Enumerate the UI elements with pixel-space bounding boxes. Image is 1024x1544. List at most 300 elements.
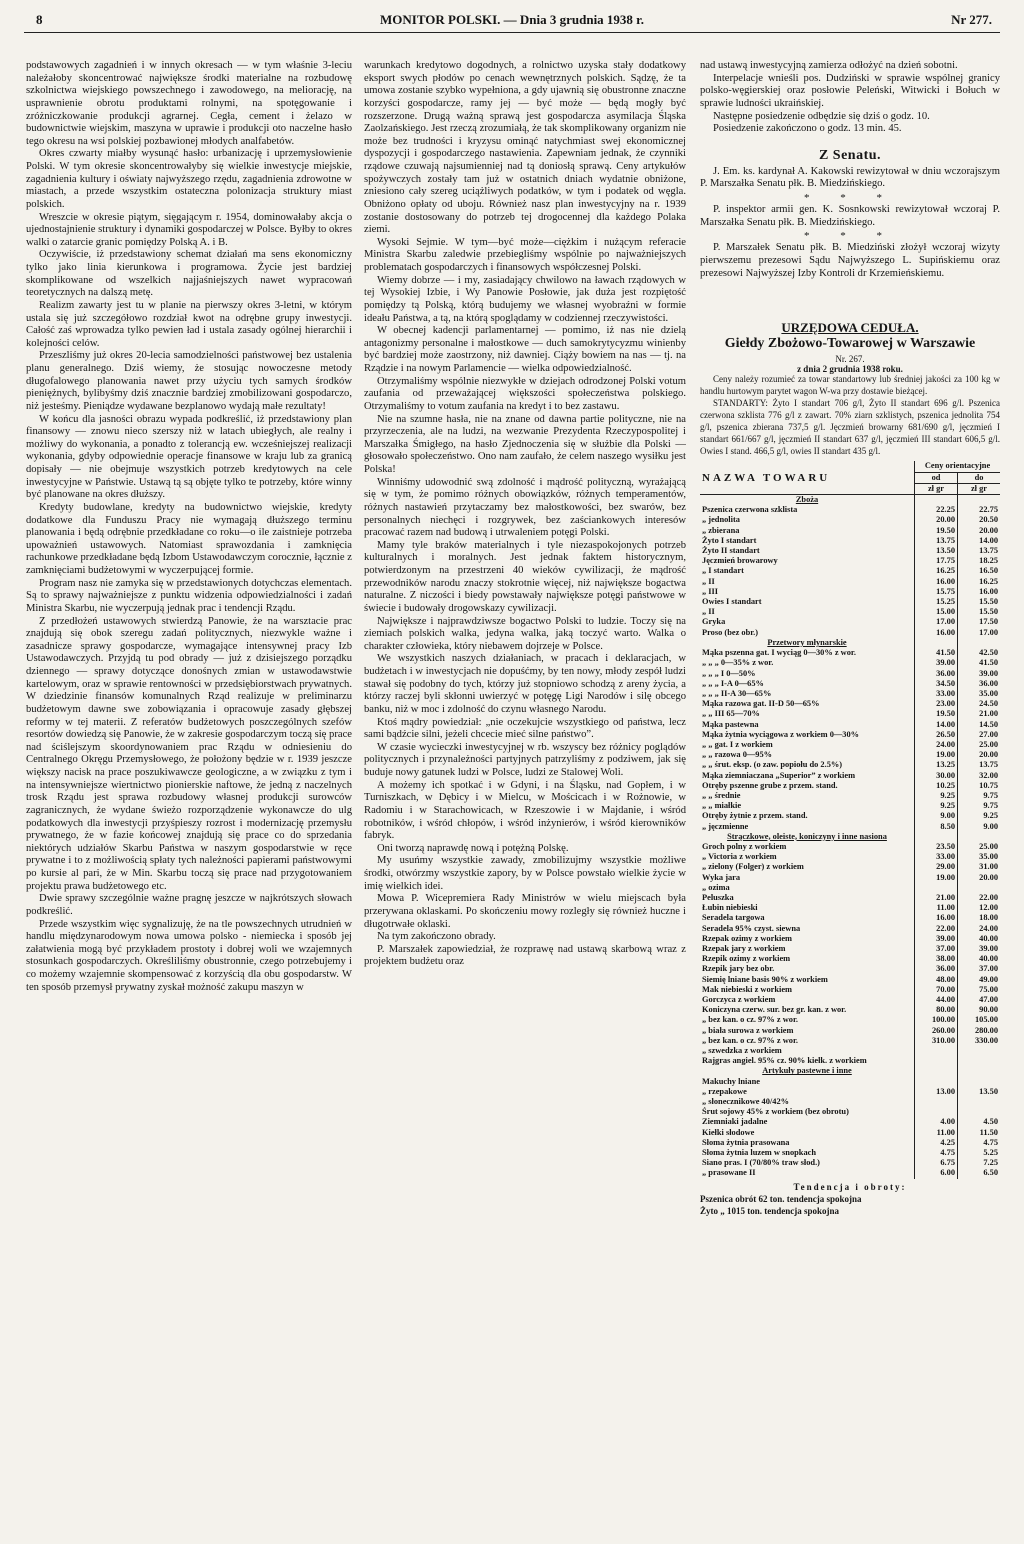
price-from: 16.00 xyxy=(915,577,958,587)
table-row xyxy=(700,852,1000,862)
paragraph: Przede wszystkim więc sygnalizuję, że na tle powszechnych utrudnień w handlu międzynarodowym nowa umowa polsko - niemiecka i sposób jej załatwienia mogą być przykładem prostoty i dobrej woli we wzajemnych stosunkach gospodarczych. Określiliśmy obustronnie, czego potrzebujemy i co możemy wzajemnie skompensować z korzyścią dla obu gospodarstw. W ten sposób przemysł prywatny zyskał możność zakupu maszyn w xyxy=(26,918,352,993)
paragraph: nad ustawą inwestycyjną zamierza odłożyć na dzień sobotni. xyxy=(700,60,958,71)
paragraph: W obecnej kadencji parlamentarnej — pomimo, iż nas nie dzielą antagonizmy personalne i małostkowe — duch samokrytycyzmu winienby być bardziej może zaostrzony, niż dawniej. Ciąży bowiem na nas — tj. na Rządzie i na nowym Parlamencie — wielka odpowiedzialność. xyxy=(364,325,686,374)
paragraph: Z przedłożeń ustawowych stwierdzą Panowie, że na warsztacie prac znajdują się obok szeregu zadań politycznych, niezwykle ważne i zasadnicze sprawy gospodarcze, wymagające intensywnej pracy Izb Ustawodawczych. Przyjdą tu pod obrady — już z dzisiejszego porządku dziennego — sprawy dotyczące donośnych zmian w ustawodawstwie kartelowym, oraz w sprawie rentowności w przedsiębiorstwach prywatnych. W dziedzinie finansów komunalnych Rząd realizuje w preliminarzu budżetowym dawne swe zobowiązania i opracowuje zasady głębszej reformy w tej materii. Z referatów budżetowych poszczególnych szefów resortów dowiedzą się Panowie, że w zakresie gospodarczym toczą się prace nad ściślejszym skoordynowaniem prac Rządu w odniesieniu do Centralnego Okręgu Przemysłowego, że położony będzie w r. 1939 jeszcze większy nacisk na prace poszukiwawcze geologiczne, a w związku z tym i na intensywniejsze wiertnictwo pionierskie naftowe, że jedną z naczelnych trosk Rządu jest sprawa rozbudowy własnej produkcji surowców zagranicznych, że wydane świeżo rozporządzenie wykonawcze do ulg podatkowych dla inwestycji przyśpieszy rozrost i modernizację przemysłu prywatnego, że w fazie końcowej znajdują się prace co do sprzedania niektórych udziałów Skarbu Państwa w naszym gospodarstwie w ręce prywatne i to z możliwością spłaty tych należności papierami państwowymi po kursie al pari, że w Min. Skarbu toczą się prace nad przygotowaniem projektu prawa budżetowego etc. xyxy=(26,615,352,892)
table-row xyxy=(700,587,1000,597)
paragraph: Przeszliśmy już okres 20-lecia samodzielności państwowej bez ustalenia planu generalnego. Dziś wiemy, że stosując nowoczesne metody długofalowego planowania nawet przy użyciu tych samych środków pieniężnych, bylibyśmy dziś znacznie bardziej zmobilizowani gospodarczo, niż jesteśmy. Pieniądze wydawane bezplanowo wydają małe rezultaty! xyxy=(26,350,352,412)
price-to: 16.50 xyxy=(979,566,998,576)
price-from: 20.00 xyxy=(915,515,958,525)
price-from: 19.50 xyxy=(915,709,958,719)
commodity-name: Zboża xyxy=(700,495,915,506)
commodity-name: „ prasowane II xyxy=(700,1168,915,1178)
table-header-from: od xyxy=(915,472,958,483)
commodity-name: Rzepik ozimy z workiem xyxy=(700,954,915,964)
paragraph: warunkach kredytowo dogodnych, a rolnictwo uzyska stały dodatkowy eksport swych płodów po cenach wewnętrznych polskich. Sądzę, że ta umowa zostanie szybko wypełniona, a gdy ujawnią się obustronne znaczne korzyści gospodarcze, ramy jej — być może — będą mogły być rozszerzone. Drugą ważną sprawą jest gospodarcza asymilacja Śląska Zaolzańskiego. Jest rzeczą zrozumiałą, że tak skomplikowany organizm nie może bez trudności i kryzysu ominąć natychmiast swej ekonomicznej dyspozycji i gospodarczego nastawienia. Zapewniam jednak, że czynniki rządowe czuwają najsumienniej nad tą doniosłą sprawą. Ceny artykułów spożywczych zostały tam już w ostatnich dniach wydatnie obniżone, zniesiono cały szereg uciążliwych podatków, w tym i podatek od węgla. Obniżono opłaty od uboju. Również nasz plan inwestycyjny na r. 1939 zostanie dostosowany do potrzeb tej drogocennej dla każdego Polaka ziemi. xyxy=(364,60,686,236)
table-row xyxy=(700,679,1000,689)
price-from: 4.25 xyxy=(915,1138,958,1148)
commodity-name: Gorczyca z workiem xyxy=(700,995,915,1005)
commodity-name: Wyka jara xyxy=(700,873,915,883)
price-to: 17.00 xyxy=(979,627,998,637)
price-to: 25.00 xyxy=(979,739,998,749)
issue-number: Nr 277. xyxy=(951,12,992,27)
paragraph: Posiedzenie zakończono o godz. 13 min. 45. xyxy=(713,123,902,135)
price-to xyxy=(958,883,1001,893)
table-row xyxy=(700,1087,1000,1097)
price-from: 36.00 xyxy=(915,964,958,974)
price-to: 17.50 xyxy=(979,617,998,627)
table-header-unit: zł gr xyxy=(958,483,1001,494)
paragraph: Ktoś mądry powiedział: „nie oczekujcie wszystkiego od państwa, lecz sami bądźcie silni, jeżeli chcecie mieć silne państwo”. xyxy=(364,716,686,741)
paragraph: Interpelacje wnieśli pos. Dudziński w sprawie wspólnej granicy polsko-węgierskiej oraz posłowie Peleński, Witwicki i Bołuch w sprawie ludności ukraińskiej. xyxy=(700,72,1000,109)
price-from: 23.50 xyxy=(915,842,958,852)
table-row xyxy=(700,1097,1000,1107)
price-from: 13.50 xyxy=(915,546,958,556)
table-section-row xyxy=(700,832,1000,842)
cedula-number: Nr. 267. xyxy=(835,353,865,364)
paragraph: Winniśmy udowodnić swą zdolność i mądrość polityczną, wyrażającą się w tym, że pomimo różnych obowiązków, różnych temperamentów, różnych nastawień przytaczamy bez małostkowości, bez swarów, bez personalnych niechęci i rozgrywek, bez zaściankowych interesów pracować razem nad budową i utrwaleniem potęgi Polski. xyxy=(364,476,686,539)
price-from: 37.00 xyxy=(915,944,958,954)
price-to: 280.00 xyxy=(974,1025,998,1035)
price-from: 260.00 xyxy=(915,1026,958,1036)
price-to: 90.00 xyxy=(979,1005,998,1015)
paragraph: W czasie wycieczki inwestycyjnej w rb. wszyscy bez różnicy poglądów politycznych i przynależności partyjnych patrzyliśmy z podziwem, jak się buduje nowy gatunek ludzi w Polsce, ludzi ze Stalowej Woli. xyxy=(364,741,686,778)
commodity-name: „ bez kan. o cz. 97% z wor. xyxy=(700,1036,915,1046)
price-from: 80.00 xyxy=(915,1005,958,1015)
paragraph: Mamy tyle braków materialnych i tyle niezaspokojonych potrzeb kulturalnych i moralnych. Jest jednak faktem historycznym, potwierdzonym na przestrzeni 40 wieków cywilizacji, że mądrość przewodników narodu znaczy stokrotnie więcej, niż największe bogactwa naturalne. Z niczości i biedy powstawały największe potęgi państwowe w świecie i budowały drogowskazy cywilizacji. xyxy=(364,539,686,614)
price-from: 4.75 xyxy=(915,1148,958,1158)
commodity-name: „ biała surowa z workiem xyxy=(700,1026,915,1036)
price-to: 9.00 xyxy=(983,821,998,831)
table-row xyxy=(700,709,1000,719)
price-from xyxy=(915,1097,958,1107)
price-to: 4.75 xyxy=(983,1137,998,1147)
price-to: 13.50 xyxy=(979,1086,998,1096)
commodity-name: Słoma żytnia luzem w snopkach xyxy=(700,1148,915,1158)
table-row xyxy=(700,720,1000,730)
paragraph: Mowa P. Wicepremiera Rady Ministrów w wielu miejscach była przerywana oklaskami. Po skończeniu mowy rozległy się również huczne i długotrwałe oklaski. xyxy=(364,893,686,930)
price-from: 30.00 xyxy=(915,771,958,781)
paragraph: Następne posiedzenie odbędzie się dziś o godz. 10. xyxy=(713,110,930,122)
commodity-name: Siano pras. I (70/80% traw słod.) xyxy=(700,1158,915,1168)
paragraph: Oni tworzą naprawdę nową i potężną Polskę. xyxy=(377,842,569,854)
price-to xyxy=(958,1066,1001,1076)
commodity-name: „ „ „ 0—35% z wor. xyxy=(700,658,915,668)
table-row xyxy=(700,526,1000,536)
price-from: 41.50 xyxy=(915,648,958,658)
table-header-to: do xyxy=(958,472,1001,483)
price-from: 26.50 xyxy=(915,730,958,740)
table-row xyxy=(700,1026,1000,1036)
price-from: 6.00 xyxy=(915,1168,958,1178)
price-from: 15.25 xyxy=(915,597,958,607)
price-to xyxy=(958,832,1001,842)
page-header xyxy=(24,10,1000,33)
price-from: 9.25 xyxy=(915,801,958,811)
column-2 xyxy=(364,60,686,1538)
commodity-name: Rzepak jary z workiem xyxy=(700,944,915,954)
table-row xyxy=(700,689,1000,699)
price-to: 330.00 xyxy=(974,1035,998,1045)
price-from: 15.00 xyxy=(915,607,958,617)
commodity-name: Owies I standart xyxy=(700,597,915,607)
price-from xyxy=(915,1046,958,1056)
price-from: 13.75 xyxy=(915,536,958,546)
table-row xyxy=(700,1148,1000,1158)
price-to: 42.50 xyxy=(979,648,998,658)
table-row xyxy=(700,1005,1000,1015)
commodity-name: Łubin niebieski xyxy=(700,903,915,913)
price-to xyxy=(958,1097,1001,1107)
table-row xyxy=(700,801,1000,811)
price-from: 34.50 xyxy=(915,679,958,689)
price-to: 14.00 xyxy=(979,535,998,545)
commodity-name: Jęczmień browarowy xyxy=(700,556,915,566)
price-to: 14.50 xyxy=(979,719,998,729)
paragraph: P. Marszałek zapowiedział, że rozprawę nad ustawą skarbową wraz z projektem budżetu oraz xyxy=(364,943,686,968)
commodity-name: „ II xyxy=(700,577,915,587)
tendency-title: Tendencja i obroty: xyxy=(793,1181,907,1192)
price-to: 5.25 xyxy=(983,1148,998,1158)
price-from: 16.25 xyxy=(915,566,958,576)
table-row xyxy=(700,515,1000,525)
price-to: 21.00 xyxy=(979,709,998,719)
table-section-row xyxy=(700,1066,1000,1076)
table-row xyxy=(700,1015,1000,1025)
price-to: 24.50 xyxy=(979,699,998,709)
price-from: 22.25 xyxy=(915,505,958,515)
price-from: 38.00 xyxy=(915,954,958,964)
table-row xyxy=(700,505,1000,515)
commodity-name: Mak niebieski z workiem xyxy=(700,985,915,995)
price-to: 15.50 xyxy=(979,607,998,617)
column-1 xyxy=(26,60,352,1538)
price-from: 19.00 xyxy=(915,750,958,760)
table-row xyxy=(700,730,1000,740)
commodity-name: Śrut sojowy 45% z workiem (bez obrotu) xyxy=(700,1107,915,1117)
price-to: 39.00 xyxy=(979,943,998,953)
paragraph: podstawowych zagadnień i w innych okresach — w tym właśnie 3-leciu należałoby skoncentrować największe środki materialne na rozbudowę szkolnictwa wiejskiego powszechnego i zawodowego, na meliorację, na usprawnienie obrotu produktami rolnymi, na spotęgowanie i zróżniczkowanie produkcji agrarnej. Cegła, cement i żelazo w budownictwie wiejskim, maszyna w uprawie i produkcji oto naczelne hasło tego okresu na wsi polskiej pozbawionej młodych analfabetów. xyxy=(26,60,352,147)
commodity-name: „ zielony (Folger) z workiem xyxy=(700,862,915,872)
price-from: 44.00 xyxy=(915,995,958,1005)
commodity-name: „ ozima xyxy=(700,883,915,893)
table-row xyxy=(700,842,1000,852)
price-from: 16.00 xyxy=(915,628,958,638)
table-row xyxy=(700,1077,1000,1087)
price-to: 25.00 xyxy=(979,841,998,851)
commodity-name: „ III xyxy=(700,587,915,597)
price-from: 33.00 xyxy=(915,852,958,862)
table-section-row xyxy=(700,495,1000,506)
price-to: 7.25 xyxy=(983,1158,998,1168)
price-from: 39.00 xyxy=(915,934,958,944)
table-row xyxy=(700,893,1000,903)
commodity-name: Słoma żytnia prasowana xyxy=(700,1138,915,1148)
price-from: 17.00 xyxy=(915,617,958,627)
commodity-name: Przetwory młynarskie xyxy=(700,638,915,648)
price-from: 100.00 xyxy=(915,1015,958,1025)
commodity-name: Rzepak ozimy z workiem xyxy=(700,934,915,944)
commodity-name: Kiełki słodowe xyxy=(700,1128,915,1138)
price-to: 40.00 xyxy=(979,933,998,943)
price-to: 16.00 xyxy=(979,586,998,596)
commodity-name: „ I standart xyxy=(700,566,915,576)
paragraph: Otrzymaliśmy wspólnie niezwykłe w dziejach odrodzonej Polski votum zaufania od przeważającej większości społeczeństwa polskiego. Otrzymaliśmy to votum zaufania na kredyt i to bez zastawu. xyxy=(364,375,686,412)
commodity-name: „ jednolita xyxy=(700,515,915,525)
price-from: 48.00 xyxy=(915,975,958,985)
commodity-name: Otręby pszenne grube z przem. stand. xyxy=(700,781,915,791)
commodity-name: „ Victoria z workiem xyxy=(700,852,915,862)
table-row xyxy=(700,924,1000,934)
price-from: 11.00 xyxy=(915,903,958,913)
table-row xyxy=(700,669,1000,679)
price-to: 9.25 xyxy=(983,811,998,821)
paragraph: Dwie sprawy szczególnie ważne pragnę jeszcze w najkrótszych słowach podkreślić. xyxy=(26,893,352,917)
table-row xyxy=(700,822,1000,832)
cedula-title: URZĘDOWA CEDUŁA. xyxy=(781,320,919,336)
commodity-name: Żyto II standart xyxy=(700,546,915,556)
price-to: 37.00 xyxy=(979,964,998,974)
paragraph: Program nasz nie zamyka się w przedstawionych dotychczas elementach. Są to sprawy najważniejsze z punktu widzenia odpowiedzialności i zadań Ministra Skarbu, nie wyczerpują jednak prac i tendencji Rządu. xyxy=(26,577,352,614)
price-to xyxy=(958,495,1001,506)
commodity-name: Groch polny z workiem xyxy=(700,842,915,852)
table-row xyxy=(700,1128,1000,1138)
masthead-title: MONITOR POLSKI. — Dnia 3 grudnia 1938 r. xyxy=(379,12,645,27)
table-row xyxy=(700,1107,1000,1117)
price-to xyxy=(958,638,1001,648)
table-row xyxy=(700,699,1000,709)
price-to: 22.00 xyxy=(979,892,998,902)
commodity-name: Ziemniaki jadalne xyxy=(700,1117,915,1127)
commodity-name: Gryka xyxy=(700,617,915,627)
tendency-line: Żyto „ 1015 ton. tendencja spokojna xyxy=(700,1205,840,1216)
paragraph: We wszystkich naszych działaniach, w pracach i deklaracjach, w budżetach i w inwestycjach nie dopuśćmy, by ten nowy, młody zespół ludzi stawał się podobny do tych, którzy już stopniowo schodzą z areny życia, a którzy raczej byli skłonni uwierzyć w potęgę Ligi Narodów i silę obcego banku, niż w moc i zdolność do czynu własnego Narodu. xyxy=(364,653,686,715)
price-to: 11.50 xyxy=(979,1127,998,1137)
cedula-intro: Ceny należy rozumieć za towar standartowy lub średniej jakości za 100 kg w handlu hurtowym parytet wagon W-wa przy dostawie bieżącej. xyxy=(700,374,1000,397)
price-to: 20.00 xyxy=(979,525,998,535)
price-to: 20.00 xyxy=(979,872,998,882)
paragraph: Oczywiście, iż przedstawiony schemat działań ma sens ekonomiczny tylko jako linia kierunkowa i programowa. Życie jest bardziej skomplikowane od wszelkich najjaśniejszych nawet wypracowań teoretycznych na dalszą metę. xyxy=(26,249,352,299)
price-to: 39.00 xyxy=(979,668,998,678)
commodity-name: Proso (bez obr.) xyxy=(700,628,915,638)
table-section-row xyxy=(700,638,1000,648)
table-row xyxy=(700,944,1000,954)
separator-stars: * * * xyxy=(804,230,896,243)
table-row xyxy=(700,566,1000,576)
paragraph: Nie na szumne hasła, nie na znane od dawna partie polityczne, nie na przyrzeczenia, ale na ludzi, na wezwanie Prezydenta Rzeczypospolitej i Marszałka Śmigłego, na hasło Zjednoczenia się w służbie dla Polski — głosowało społeczeństwo. Ono nam zaufało, że celem naszego wysiłku jest Polska! xyxy=(364,413,686,475)
section-heading-senat: Z Senatu. xyxy=(818,147,882,163)
table-row xyxy=(700,1046,1000,1056)
price-from: 19.00 xyxy=(915,873,958,883)
commodity-name: Mąka pastewna xyxy=(700,720,915,730)
table-row xyxy=(700,556,1000,566)
commodity-name: Rajgras angiel. 95% cz. 90% kiełk. z workiem xyxy=(700,1056,915,1066)
commodity-name: „ zbierana xyxy=(700,526,915,536)
price-to xyxy=(958,1046,1001,1056)
table-row xyxy=(700,597,1000,607)
price-to xyxy=(958,1056,1001,1066)
price-from xyxy=(915,883,958,893)
table-row xyxy=(700,740,1000,750)
paragraph: Wysoki Sejmie. W tym—być może—ciężkim i nużącym referacie Ministra Skarbu zaledwie przebiegliśmy wspólnie po najważniejszych problematach gospodarczych i finansowych współczesnej Polski. xyxy=(364,236,686,273)
price-from: 6.75 xyxy=(915,1158,958,1168)
table-row xyxy=(700,964,1000,974)
table-row xyxy=(700,954,1000,964)
table-row xyxy=(700,607,1000,617)
price-from: 15.75 xyxy=(915,587,958,597)
price-to: 27.00 xyxy=(979,729,998,739)
paragraph: W końcu dla jasności obrazu wypada podkreślić, iż przedstawiony plan finansowy — znowu nieco szerszy niż w latach ubiegłych, ale realny i możliwy do wykonania, a ponadto z tolerancją ew. wcześniejszej realizacji wykonania, gdyby odpowiednie operacje finansowe w kraju lub za granicą dopisały — nie obejmuje wszystkich potrzeb kredytowych na cele inwestycyjne w Państwie. Ustawą tą są objęte tylko te potrzeby, które winny być planowane na okres dłuższy. xyxy=(26,413,352,501)
commodity-name: Siemię lniane basis 90% z workiem xyxy=(700,975,915,985)
cedula-date: z dnia 2 grudnia 1938 roku. xyxy=(797,364,903,375)
commodity-name: Mąka ziemniaczana „Superior” z workiem xyxy=(700,771,915,781)
price-to: 49.00 xyxy=(979,974,998,984)
page-number: 8 xyxy=(36,12,43,27)
price-to: 41.50 xyxy=(979,658,998,668)
commodity-name: „ jęczmienne xyxy=(700,822,915,832)
paragraph: P. inspektor armii gen. K. Sosnkowski rewizytował wczoraj P. Marszałka Senatu płk. B. Miedzińskiego. xyxy=(700,204,1000,228)
price-from xyxy=(915,1066,958,1076)
price-from xyxy=(915,832,958,842)
price-from: 9.25 xyxy=(915,791,958,801)
price-from: 14.00 xyxy=(915,720,958,730)
commodity-name: Koniczyna czerw. sur. bez gr. kan. z wor. xyxy=(700,1005,915,1015)
price-table-body xyxy=(700,495,1000,1179)
price-from: 16.00 xyxy=(915,913,958,923)
commodity-name: Otręby żytnie z przem. stand. xyxy=(700,811,915,821)
price-from: 23.00 xyxy=(915,699,958,709)
commodity-name: „ szwedzka z workiem xyxy=(700,1046,915,1056)
price-from: 9.00 xyxy=(915,811,958,821)
commodity-name: „ „ średnie xyxy=(700,791,915,801)
table-header-prices: Ceny orientacyjne xyxy=(915,461,1001,472)
price-from xyxy=(915,495,958,506)
commodity-name: Rzepik jary bez obr. xyxy=(700,964,915,974)
paragraph: A możemy ich spotkać i w Gdyni, i na Śląsku, nad Gopłem, i w Turniszkach, w Dębicy i w Mielcu, w Mościcach i w Rożnowie, w Radomiu i w Starachowicach, w Rzeszowie i w Majdanie, i wśród robotników, i wśród chłopów, i wśród inżynierów, i wśród kierowników fabryk. xyxy=(364,779,686,842)
price-to: 40.00 xyxy=(979,954,998,964)
paragraph: Kredyty budowlane, kredyty na budownictwo wiejskie, kredyty dodatkowe dla Funduszu Pracy nie wymagają dłuższego terminu planowania i będą odrębnie przedkładane co roku—o ile zaistnieje potrzeba upoważnień ustawowych. Natomiast sprawozdania i zamknięcia rachunkowe przedkładane będą Izbom Ustawodawczym corocznie, łącznie z zamknięciami budżetowymi w wyczerpującej formie. xyxy=(26,501,352,576)
price-to: 18.00 xyxy=(979,913,998,923)
price-to xyxy=(958,1077,1001,1087)
price-from: 310.00 xyxy=(915,1036,958,1046)
price-from: 13.00 xyxy=(915,1087,958,1097)
table-row xyxy=(700,811,1000,821)
price-from: 10.25 xyxy=(915,781,958,791)
commodity-name: „ „ „ I 0—50% xyxy=(700,669,915,679)
cedula-standards: STANDARTY: Żyto I standart 706 g/l, Żyto II standart 696 g/l. Pszenica czerwona szklista 776 g/l z zawart. 70% ziarn szklistych, pszenica jednolita 754 g/l, pszenica zbierana 737,5 g/l. Jęczmień browarny 681/690 g/l, jęczmień I standart 661/667 g/l, jęczmień II standart 637 g/l, jęczmień III standart 606,5 g/l. Owies I stand. 466,5 g/l, owies II standart 435 g/l. xyxy=(700,398,1000,456)
commodity-name: „ „ razowa 0—95% xyxy=(700,750,915,760)
table-header-unit: zł gr xyxy=(915,483,958,494)
column-3 xyxy=(700,60,1000,1538)
table-row xyxy=(700,1158,1000,1168)
commodity-name: Mąka żytnia wyciągowa z workiem 0—30% xyxy=(700,730,915,740)
price-to: 13.75 xyxy=(979,760,998,770)
price-to: 31.00 xyxy=(979,862,998,872)
price-to: 35.00 xyxy=(979,852,998,862)
commodity-name: „ „ gat. I z workiem xyxy=(700,740,915,750)
commodity-name: „ „ III 65—70% xyxy=(700,709,915,719)
table-row xyxy=(700,546,1000,556)
price-to: 12.00 xyxy=(979,903,998,913)
tendency-line: Pszenica obrót 62 ton. tendencja spokojna xyxy=(700,1193,862,1204)
price-to: 18.25 xyxy=(979,556,998,566)
commodity-name: Makuchy lniane xyxy=(700,1077,915,1087)
price-from: 29.00 xyxy=(915,862,958,872)
commodity-name: Peluszka xyxy=(700,893,915,903)
table-row xyxy=(700,760,1000,770)
table-row xyxy=(700,536,1000,546)
table-row xyxy=(700,577,1000,587)
commodity-name: „ „ „ II-A 30—65% xyxy=(700,689,915,699)
price-to: 10.75 xyxy=(979,780,998,790)
price-to: 4.50 xyxy=(983,1117,998,1127)
commodity-name: Mąka razowa gat. II-D 50—65% xyxy=(700,699,915,709)
commodity-name: „ rzepakowe xyxy=(700,1087,915,1097)
price-from: 17.75 xyxy=(915,556,958,566)
price-from: 39.00 xyxy=(915,658,958,668)
price-from: 4.00 xyxy=(915,1117,958,1127)
price-to: 36.00 xyxy=(979,678,998,688)
table-row xyxy=(700,791,1000,801)
paragraph: Okres czwarty miałby wysunąć hasło: urbanizację i uprzemysłowienie Polski. W tym okresie skoncentrowałyby się wielkie inwestycje miejskie, zagadnienia kultury i oświaty najwyższego rzędu, zagadnienia zdrowotne w miastach, a przede wszystkim ostateczna polonizacja struktury miast polskich. xyxy=(26,148,352,210)
price-to: 9.75 xyxy=(983,801,998,811)
table-row xyxy=(700,975,1000,985)
table-row xyxy=(700,1036,1000,1046)
commodity-name: „ bez kan. o cz. 97% z wor. xyxy=(700,1015,915,1025)
table-row xyxy=(700,883,1000,893)
commodity-name: „ słonecznikowe 40/42% xyxy=(700,1097,915,1107)
paragraph: My usuńmy wszystkie zawady, zmobilizujmy wszystkie możliwe środki, otwórzmy wszystkie zapory, by w Polsce powstało wielkie życie w imię wielkich idei. xyxy=(364,855,686,892)
paragraph: Największe i najprawdziwsze bogactwo Polski to ludzie. Toczy się na ziemiach polskich walka, jedyna walka, jaką toczyć warto. Walka o charakter człowieka, który niebawem dojrzeje w Polsce. xyxy=(364,615,686,652)
price-from: 70.00 xyxy=(915,985,958,995)
table-row xyxy=(700,617,1000,627)
table-row xyxy=(700,995,1000,1005)
table-row xyxy=(700,913,1000,923)
price-to: 20.00 xyxy=(979,750,998,760)
price-from: 36.00 xyxy=(915,669,958,679)
table-row xyxy=(700,648,1000,658)
table-header-name: NAZWA TOWARU xyxy=(700,461,915,494)
price-from xyxy=(915,1056,958,1066)
paragraph: J. Em. ks. kardynał A. Kakowski rewizytował w dniu wczorajszym P. Marszałka Senatu płk. B. Miedzińskiego. xyxy=(700,165,1000,190)
table-row xyxy=(700,873,1000,883)
paragraph: P. Marszałek Senatu płk. B. Miedziński złożył wczoraj wizyty pierwszemu prezesowi Sądu Najwyższego L. Supińskiemu oraz prezesowi Najwyższej Izby Kontroli dr Krzemieńskiemu. xyxy=(700,242,1000,279)
price-to: 105.00 xyxy=(974,1015,998,1025)
table-row xyxy=(700,628,1000,638)
price-from xyxy=(915,1107,958,1117)
table-row xyxy=(700,934,1000,944)
price-to: 9.75 xyxy=(983,790,998,800)
price-to: 35.00 xyxy=(979,688,998,698)
price-to: 75.00 xyxy=(979,984,998,994)
price-to: 13.75 xyxy=(979,546,998,556)
table-row xyxy=(700,903,1000,913)
price-table xyxy=(700,461,1000,1178)
price-to: 16.25 xyxy=(979,576,998,586)
table-row xyxy=(700,1138,1000,1148)
paragraph: Wreszcie w okresie piątym, sięgającym r. 1954, dominowałaby akcja o ujednostajnienie struktury i dynamiki gospodarczej w Polsce. Byłby to okres walki o zatarcie granic pomiędzy Polską A. i B. xyxy=(26,211,352,248)
paragraph: Na tym zakończono obrady. xyxy=(377,931,496,943)
commodity-name: Żyto I standart xyxy=(700,536,915,546)
table-row xyxy=(700,985,1000,995)
cedula-tendency xyxy=(700,1181,1000,1217)
price-to: 15.50 xyxy=(979,597,998,607)
commodity-name: Mąka pszenna gat. I wyciąg 0—30% z wor. xyxy=(700,648,915,658)
price-to: 6.50 xyxy=(983,1168,998,1178)
paragraph: Realizm zawarty jest tu w planie na pierwszy okres 3-letni, w którym ustala się już szczegółowo rozdział kwot na odrębne grupy inwestycji. Całość zaś wprowadza tylko pewien ład i ustala zasady ogólnej hierarchii i kolejności celów. xyxy=(26,299,352,349)
table-row xyxy=(700,750,1000,760)
price-from xyxy=(915,638,958,648)
price-from xyxy=(915,1077,958,1087)
